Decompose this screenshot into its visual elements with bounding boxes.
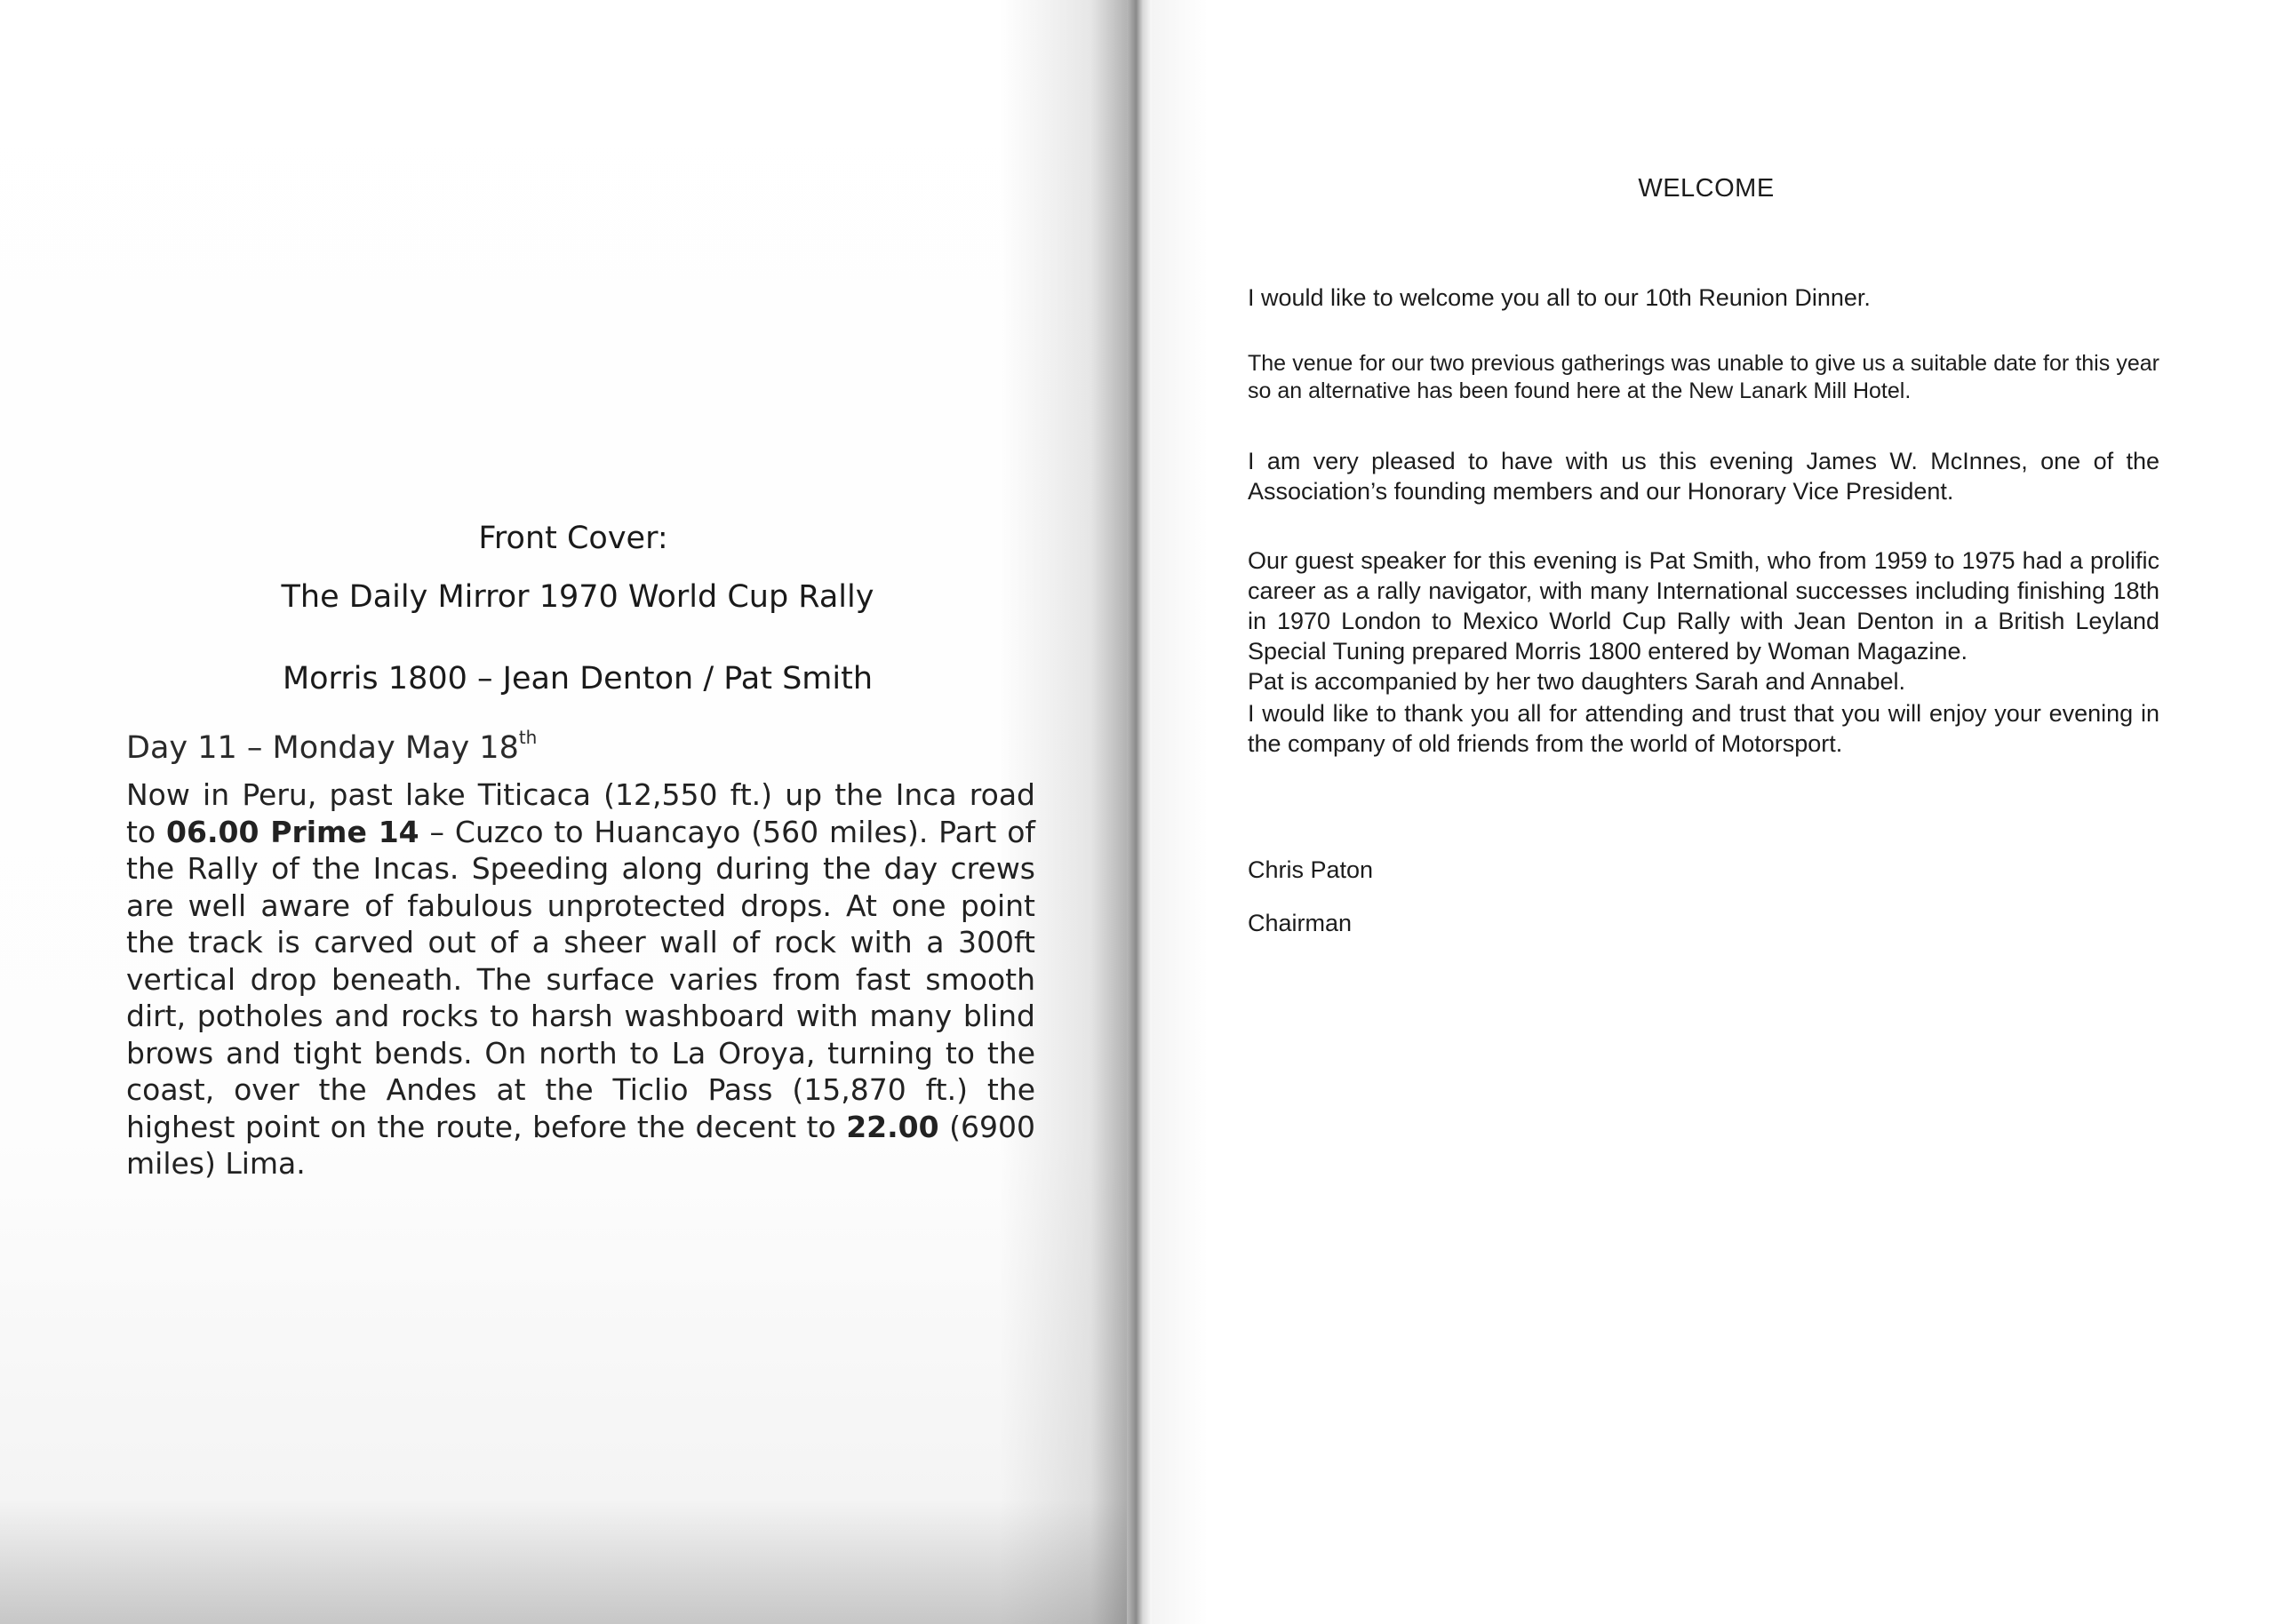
welcome-title: WELCOME (1638, 174, 1775, 203)
story-part-1: Now in Peru, past lake Titicaca (12,550 ft.) up the Inca road to (126, 777, 1035, 849)
story-bold-time-2: 22.00 (846, 1109, 939, 1144)
left-page (0, 0, 1136, 1624)
right-page (1152, 0, 2275, 1624)
welcome-paragraph-thanks: I would like to thank you all for attending and trust that you will enjoy your evening in the company of old friends from the world of Motorsport. (1248, 700, 2159, 757)
speaker-bio: Our guest speaker for this evening is Pat Smith, who from 1959 to 1975 had a prolific career as a rally navigator, with many International successes including finishing 18th in 1970 London to Mexico World Cup Rally with Jean Denton in a British Leyland Special Tuning prepared Morris 1800 entered by Woman Magazine. (1248, 547, 2159, 665)
signature-name: Chris Paton (1248, 856, 1374, 883)
day-heading-text: Day 11 – Monday May 18 (126, 730, 519, 766)
story-bold-time-1: 06.00 Prime 14 (166, 814, 419, 849)
day-story (126, 776, 1035, 1182)
welcome-paragraph-speaker (1248, 545, 2159, 697)
welcome-paragraph-guest: I am very pleased to have with us this evening James W. McInnes, one of the Association’s founding members and our Honorary Vice President. (1248, 448, 2159, 505)
story-part-2: – Cuzco to Huancayo (560 miles). Part of the Rally of the Incas. Speeding along during the day crews are well aware of fabulous unprotected drops. At one point the track is carved out of a sheer wall of rock with a 300ft vertical drop beneath. The surface varies from fast smooth dirt, potholes and rocks to harsh washboard with many blind brows and tight bends. On north to La Oroya, turning to the coast, over the Andes at the Ticlio Pass (15,870 ft.) the highest point on the route, before the decent to (126, 814, 1036, 1144)
day-heading-suffix: th (518, 727, 538, 748)
welcome-paragraph-venue: The venue for our two previous gatherings was unable to give us a suitable date for this year so an alternative has been found here at the New Lanark Mill Hotel. (1248, 351, 2159, 403)
speaker-family: Pat is accompanied by her two daughters Sarah and Annabel. (1248, 668, 1905, 695)
story-part-3: (6900 miles) Lima. (126, 1109, 1035, 1181)
welcome-paragraph-1: I would like to welcome you all to our 10th Reunion Dinner. (1248, 284, 1871, 311)
cover-title: The Daily Mirror 1970 World Cup Rally (281, 579, 874, 615)
cover-car-crew: Morris 1800 – Jean Denton / Pat Smith (282, 661, 874, 697)
day-heading (126, 727, 926, 766)
book-gutter (1127, 0, 1153, 1624)
cover-label: Front Cover: (478, 521, 668, 556)
signature-title: Chairman (1248, 910, 1353, 936)
